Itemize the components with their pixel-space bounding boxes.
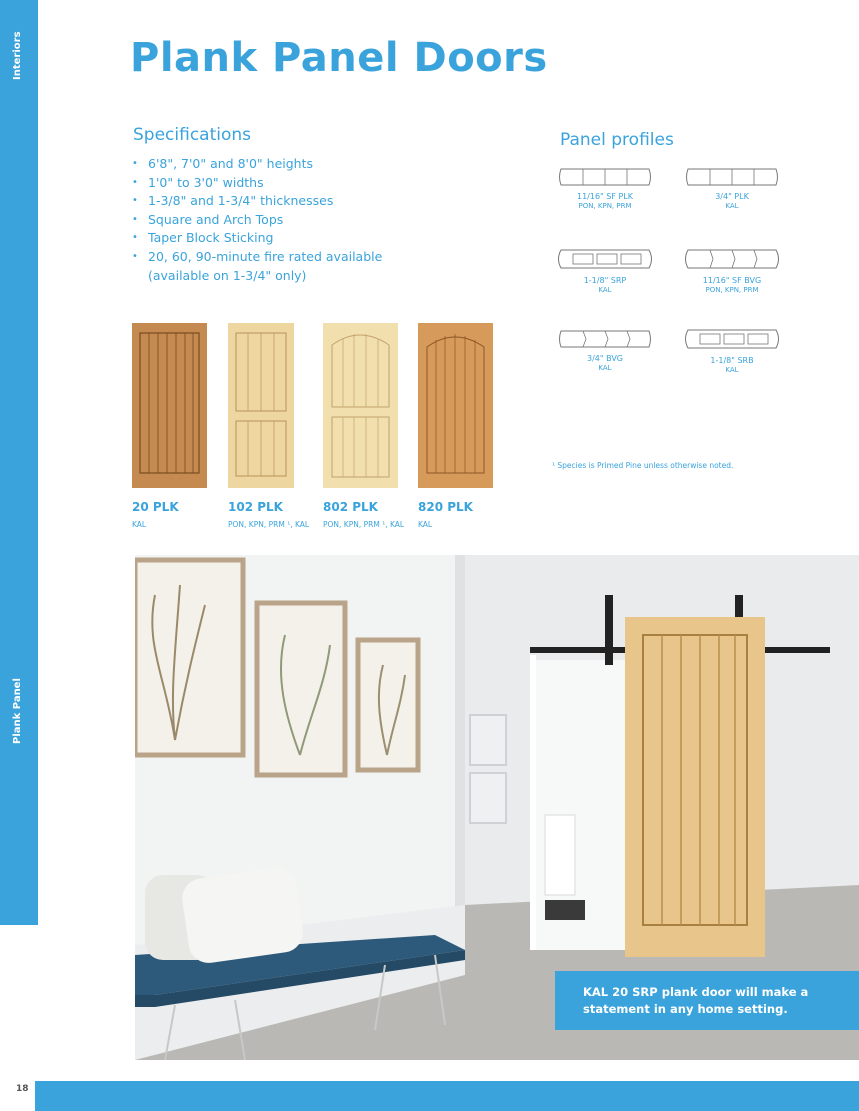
specifications-heading: Specifications [133,125,252,145]
profile-bvg-shape-icon [682,246,782,272]
door-102-plk-image [228,323,294,488]
door-model-20-plk: 20 PLK [132,500,179,514]
footer-bar [35,1081,859,1111]
door-species-20-plk: KAL [132,520,147,529]
door-species-802-plk: PON, KPN, PRM ¹, KAL [323,520,405,529]
photo-caption: KAL 20 SRP plank door will make a statement in any home setting. [583,985,809,1016]
spec-item: • 20, 60, 90-minute fire rated available (available on 1-3/4" only) [132,248,383,283]
spec-item: • Taper Block Sticking [132,230,274,246]
profile-11-16-sf-plk: 11/16" SF PLK PON, KPN, PRM [545,166,665,210]
door-model-102-plk: 102 PLK [228,500,283,514]
species-footnote: ¹ Species is Primed Pine unless otherwise noted. [552,461,734,470]
profile-srp-shape-icon [555,246,655,272]
panel-profiles-heading: Panel profiles [560,130,674,150]
profile-bvg-shape-icon [557,328,653,350]
profile-1-1-8-srp: 1-1/8" SRP KAL [545,246,665,294]
spec-item: • Square and Arch Tops [132,211,284,227]
barn-door [625,617,765,957]
spec-item: • 6'8", 7'0" and 8'0" heights [132,156,314,171]
profile-srb-shape-icon [682,326,782,352]
specifications-list [132,155,388,285]
profile-1-1-8-srb: 1-1/8" SRB KAL [672,326,792,374]
door-820-plk-image [418,323,493,488]
door-802-plk-image [323,323,398,488]
profile-3-4-bvg: 3/4" BVG KAL [545,328,665,372]
pillow-white [180,865,306,965]
door-20-plk-image [132,323,207,488]
profile-plk-shape-icon [557,166,653,188]
spec-item: • 1'0" to 3'0" widths [132,174,264,190]
section-label-interiors: Interiors [12,31,23,80]
door-model-802-plk: 802 PLK [323,500,378,514]
door-species-820-plk: KAL [418,520,433,529]
spec-item: • 1-3/8" and 1-3/4" thicknesses [132,193,334,209]
page-number: 18 [16,1084,29,1094]
door-species-102-plk: PON, KPN, PRM ¹, KAL [228,520,310,529]
profile-3-4-plk: 3/4" PLK KAL [672,166,792,210]
section-label-plank-panel: Plank Panel [12,678,23,744]
profile-plk-shape-icon [684,166,780,188]
profile-11-16-sf-bvg: 11/16" SF BVG PON, KPN, PRM [672,246,792,294]
door-model-820-plk: 820 PLK [418,500,473,514]
section-sidebar [0,0,38,925]
page-title: Plank Panel Doors [130,35,548,81]
